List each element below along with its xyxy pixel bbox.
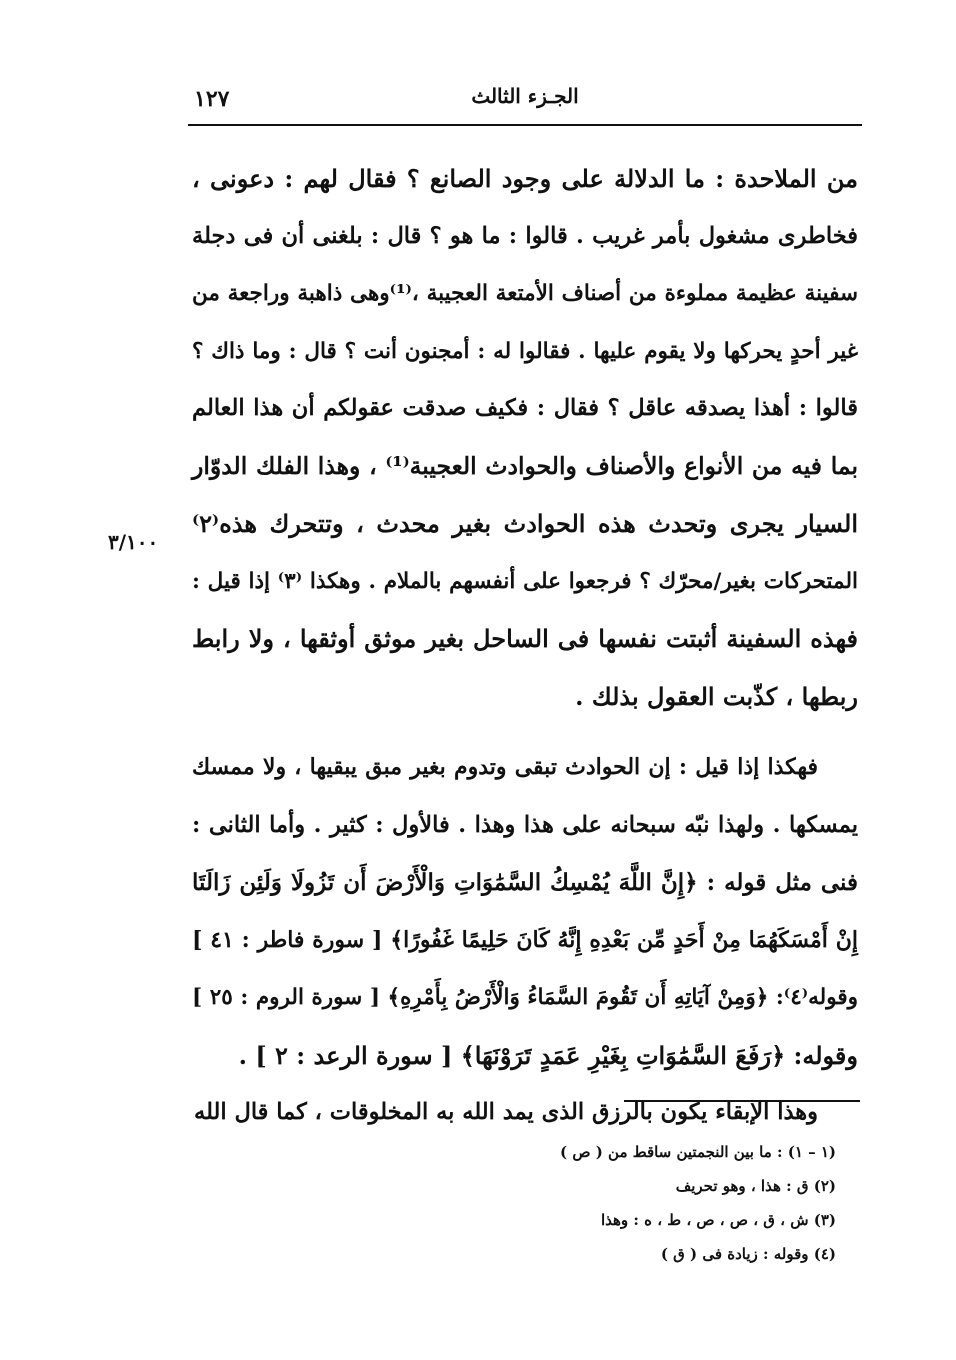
quran-verse-line: وقوله⁽٤⁾: ﴿وَمِنْ آيَاتِهِ أَن تَقُومَ السَّمَاءُ وَالْأَرْضُ بِأَمْرِهِ﴾ [ سورة الروم : ٢٥ ] xyxy=(192,985,858,1010)
header-divider xyxy=(188,124,862,126)
footnote-divider xyxy=(624,1100,860,1102)
quran-verse-line: فنى مثل قوله : ﴿إِنَّ اللَّهَ يُمْسِكُ السَّمَٰوَاتِ وَالْأَرْضَ أَن تَزُولَا وَلَئِن زَالَتَا xyxy=(192,869,858,896)
footnotes xyxy=(400,1135,836,1271)
footnote: (٣) ش ، ق ، ص ، ص ، ط ، ه : وهذا xyxy=(600,1211,836,1229)
page-header xyxy=(188,78,862,122)
quran-verse-line: إِنْ أَمْسَكَهُمَا مِنْ أَحَدٍ مِّن بَعْدِهِ إِنَّهُ كَانَ حَلِيمًا غَفُورًا﴾ [ سورة فاطر : ٤١ ] xyxy=(192,926,858,953)
text-line: وهذا الإبقاء يكون بالرزق الذى يمد الله به المخلوقات ، كما قال الله xyxy=(194,1099,818,1125)
page-number: ١٢٧ xyxy=(194,86,230,112)
text-line: فخاطرى مشغول بأمر غريب . قالوا : ما هو ؟ قال : بلغنى أن فى دجلة xyxy=(192,222,858,249)
text-line: يمسكها . ولهذا نبّه سبحانه على هذا وهذا . فالأول : كثير . وأما الثانى : xyxy=(192,811,858,838)
running-title: الجـزء الثالث xyxy=(471,84,579,108)
text-line: فهكذا إذا قيل : إن الحوادث تبقى وتدوم بغير مبق يبقيها ، ولا ممسك xyxy=(192,754,818,780)
text-line: السيار يجرى وتحدث هذه الحوادث بغير محدث ، وتتحرك هذه⁽٢⁾ xyxy=(192,509,858,538)
main-text xyxy=(192,150,858,1142)
paragraph-break xyxy=(192,725,858,739)
text-line: المتحركات بغير/محرّك ؟ فرجعوا على أنفسهم بالملام . وهكذا ⁽٣⁾ إذا قيل : xyxy=(192,568,858,594)
text-line: غير أحدٍ يحركها ولا يقوم عليها . فقالوا له : أمجنون أنت ؟ قال : وما ذاك ؟ xyxy=(192,338,858,364)
text-line: ربطها ، كذّبت العقول بذلك . xyxy=(575,681,858,711)
footnote: (١ – ١) : ما بين النجمتين ساقط من ( ص ) xyxy=(560,1143,836,1161)
text-line: بما فيه من الأنواع والأصناف والحوادث العجيبة⁽¹⁾ ، وهذا الفلك الدوّار xyxy=(192,451,858,480)
footnote: (٤) وقوله : زيادة فى ( ق ) xyxy=(660,1245,836,1263)
text-line: قالوا : أهذا يصدقه عاقل ؟ فقال : فكيف صدقت عقولكم أن هذا العالم xyxy=(192,395,858,421)
text-line: من الملاحدة : ما الدلالة على وجود الصانع ؟ فقال لهم : دعونى ، xyxy=(192,164,858,193)
footnote: (٢) ق : هذا ، وهو تحريف xyxy=(675,1177,836,1195)
text-line: فهذه السفينة أثبتت نفسها فى الساحل بغير موثق أوثقها ، ولا رابط xyxy=(192,624,858,653)
margin-reference: ٣/١٠٠ xyxy=(108,530,159,554)
quran-verse-line: وقوله: ﴿رَفَعَ السَّمَٰوَاتِ بِغَيْرِ عَمَدٍ تَرَوْنَهَا﴾ [ سورة الرعد : ٢ ] . xyxy=(238,1040,858,1070)
text-line: سفينة عظيمة مملوءة من أصناف الأمتعة العجيبة ،⁽¹⁾وهى ذاهبة وراجعة من xyxy=(192,281,858,306)
